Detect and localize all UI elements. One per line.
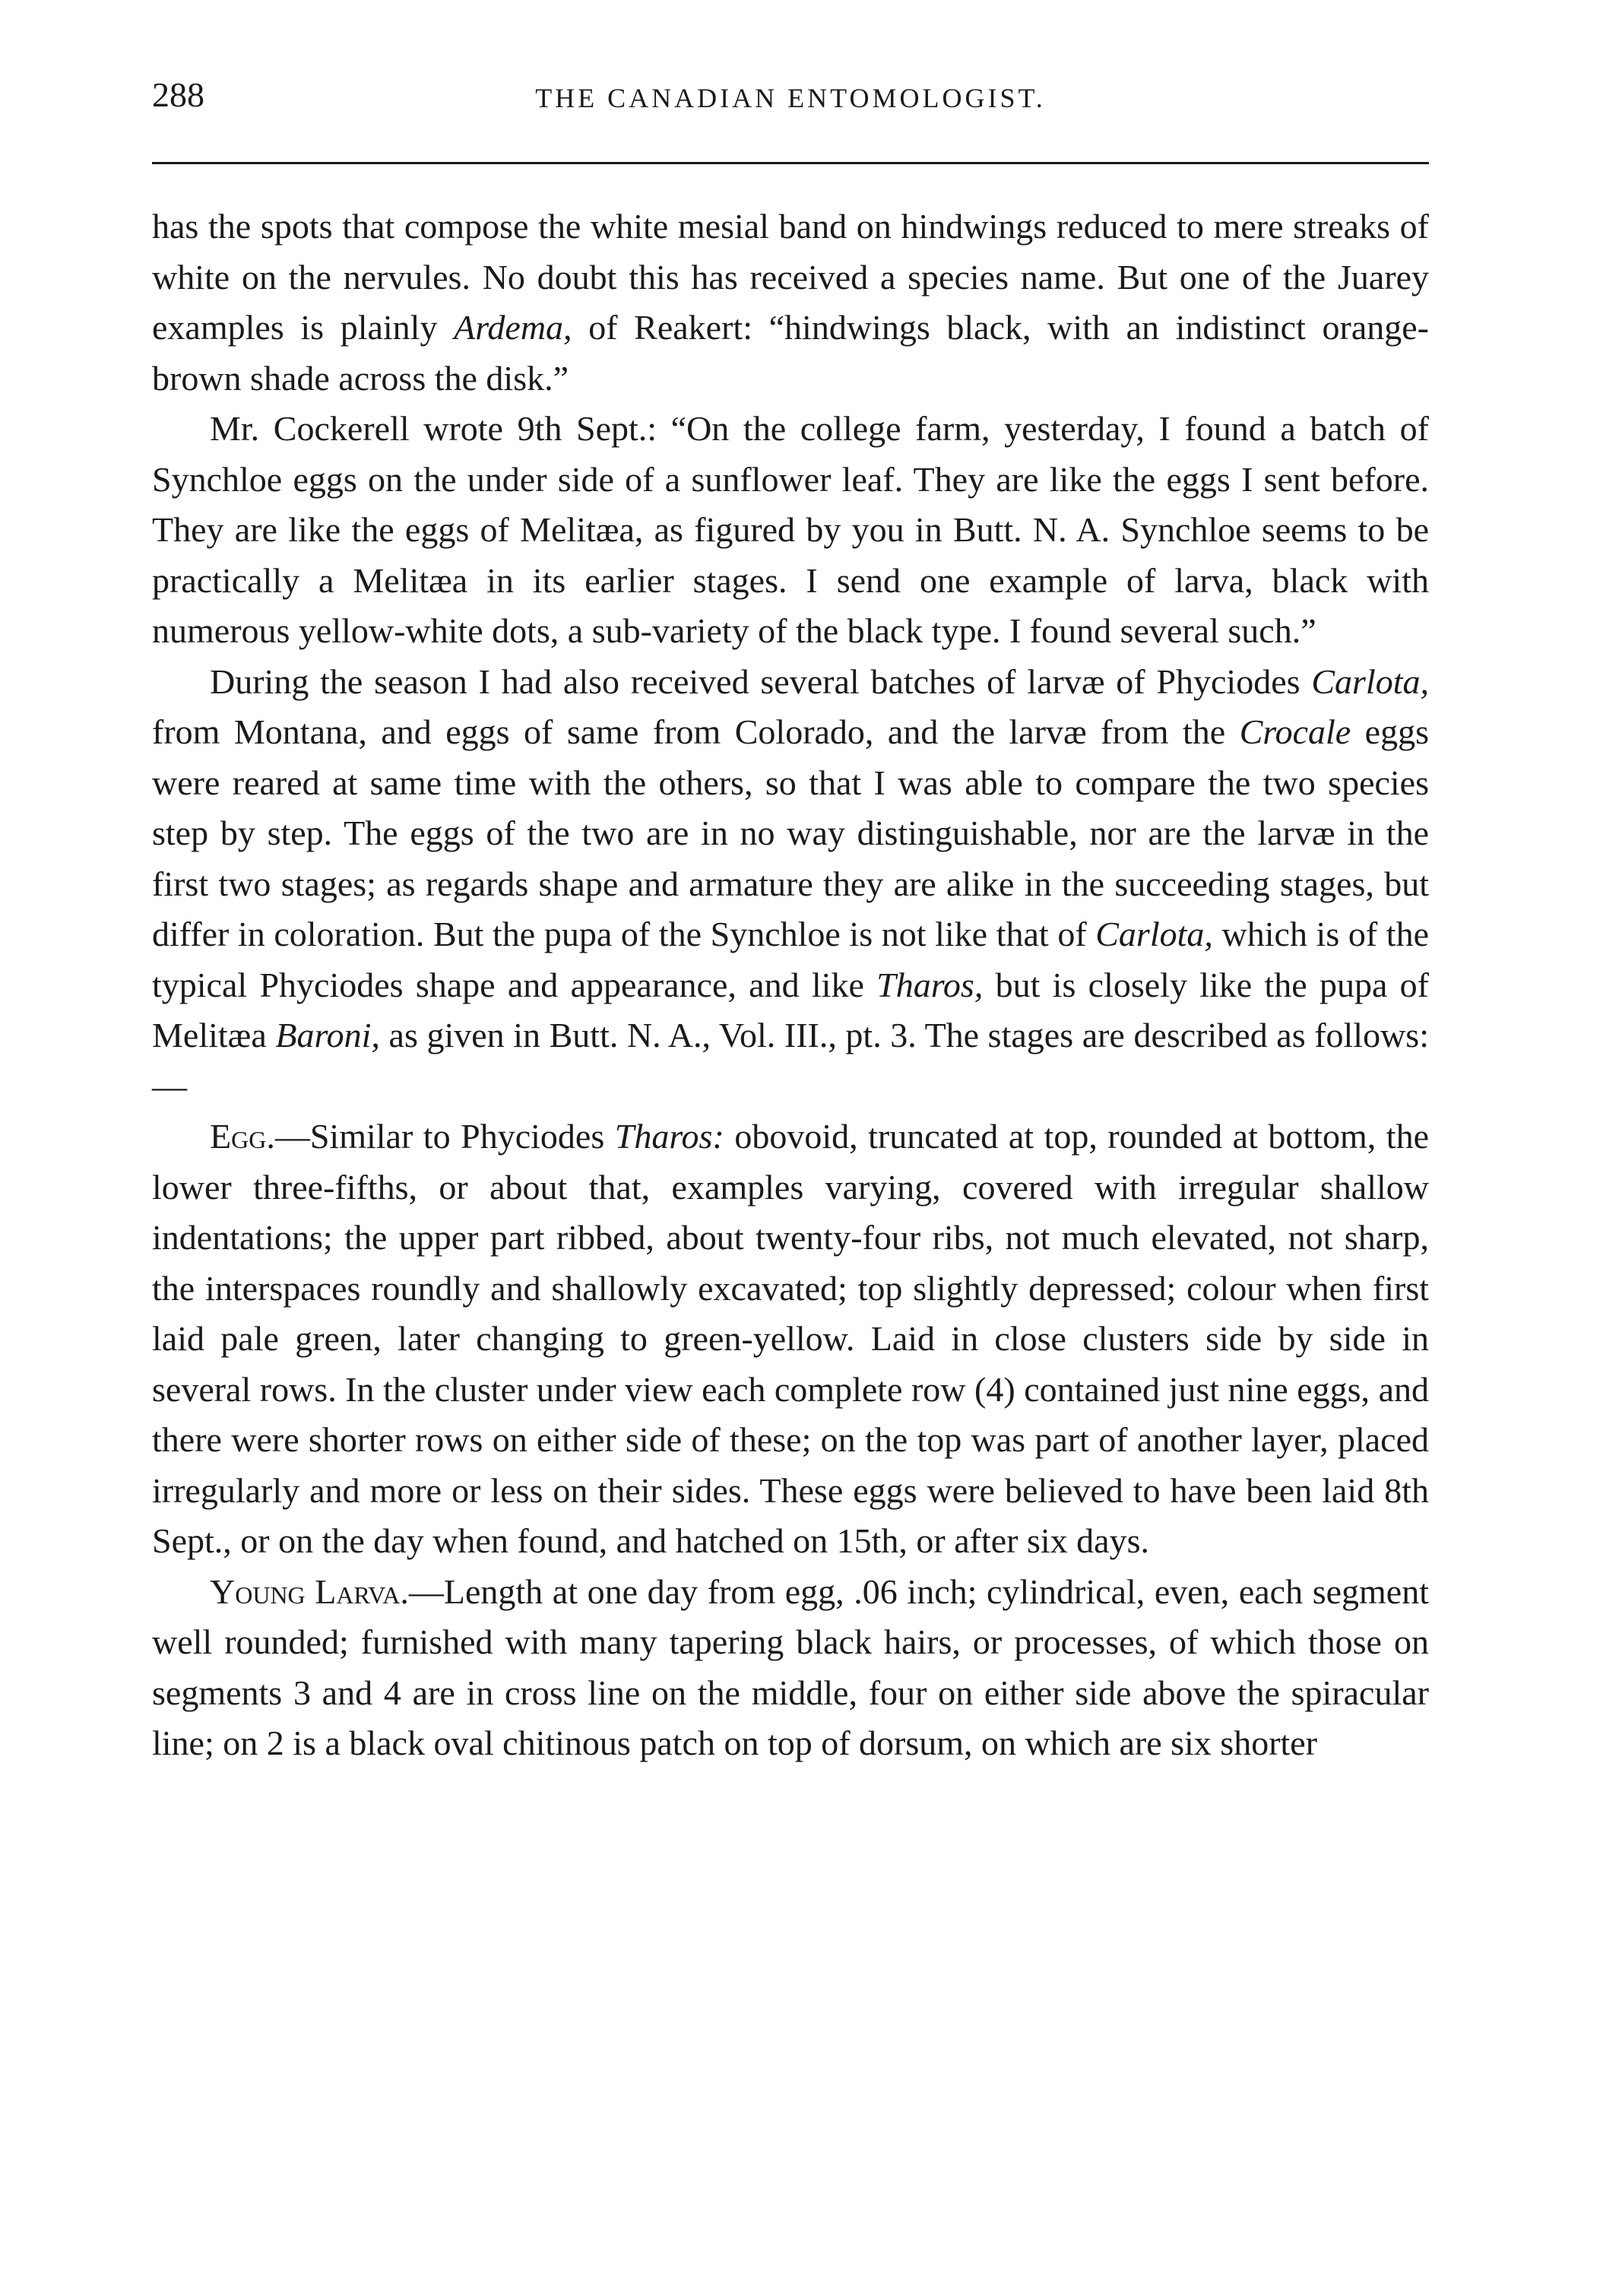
paragraph-5 (152, 1567, 1429, 1769)
text-run: from Montana, and eggs of same from Colorado, and the larvæ from the (152, 712, 1240, 751)
text-run: —Similar to Phyciodes (274, 1117, 615, 1156)
italic-term: Baroni, (275, 1016, 380, 1054)
paragraph-2 (152, 404, 1429, 657)
text-run: eggs were reared at same time with the others, so that I was able to compare the two species step by step. The eggs of the two are in no way distinguishable, nor are the larvæ in the first two stages; as regards shape and armature they are alike in the succeeding stages, but differ in coloration. But the pupa of the Synchloe is not like that of (152, 712, 1429, 953)
running-header (152, 72, 1429, 133)
text-run: which is of the typical Phyciodes shape and appearance, and like (152, 915, 1429, 1004)
text-run: —Length at one day from egg, .06 inch; cylindrical, even, each segment well rounded; furnished with many tapering black hairs, or processes, of which those on segments 3 and 4 are in cross line on the middle, four on either side above the spiracular line; on 2 is a black oval chitinous patch on top of dorsum, on which are six shorter (152, 1571, 1429, 1762)
text-run: has the spots that compose the white mesial band on hindwings reduced to mere streaks of white on the nervules. No doubt this has received a species name. But one of the Juarey examples is plainly (152, 207, 1429, 347)
text-run: as given in Butt. N. A., Vol. III., pt. 3. The stages are described as follows:— (152, 1016, 1429, 1105)
running-title: THE CANADIAN ENTOMOLOGIST. (535, 83, 1046, 113)
paragraph-1 (152, 201, 1429, 404)
paragraph-4 (152, 1112, 1429, 1567)
italic-term: Tharos, (876, 965, 984, 1004)
italic-term: Carlota, (1095, 915, 1213, 953)
italic-term: Tharos: (614, 1117, 724, 1156)
italic-term: Carlota, (1311, 661, 1429, 701)
text-run: but is closely like the pupa of Melitæa (152, 965, 1429, 1054)
paragraph-3 (152, 657, 1429, 1112)
text-run: Mr. Cockerell wrote 9th Sept.: “On the college farm, yesterday, I found a batch of Synchloe eggs on the under side of a sunflower leaf. They are like the eggs I sent before. They are like the eggs of Melitæa, as figured by you in Butt. N. A. Synchloe seems to be practically a Melitæa in its earlier stages. I send one example of larva, black with numerous yellow-white dots, a sub-variety of the black type. I found several such.” (152, 409, 1429, 650)
page (152, 72, 1429, 1762)
italic-term: Crocale (1239, 712, 1351, 751)
body-text (152, 201, 1429, 1769)
header-rule (152, 162, 1429, 164)
text-run: of Reakert: “hindwings black, with an indistinct orange-brown shade across the disk.” (152, 308, 1429, 398)
text-run: obovoid, truncated at top, rounded at bottom, the lower three-fifths, or about that, examples varying, covered with irregular shallow indentations; the upper part ribbed, about twenty-four ribs, not much elevated, not sharp, the interspaces roundly and shallowly excavated; top slightly depressed; colour when first laid pale green, later changing to green-yellow. Laid in close clusters side by side in several rows. In the cluster under view each complete row (4) contained just nine eggs, and there were shorter rows on either side of these; on the top was part of another layer, placed irregularly and more or less on their sides. These eggs were believed to have been laid 8th Sept., or on the day when found, and hatched on 15th, or after six days. (152, 1117, 1429, 1560)
italic-term: Ardema, (454, 308, 572, 347)
section-heading: Young Larva. (210, 1571, 409, 1611)
section-heading: Egg. (210, 1117, 275, 1156)
page-number: 288 (152, 75, 204, 114)
text-run: During the season I had also received several batches of larvæ of Phyciodes (210, 661, 1312, 701)
